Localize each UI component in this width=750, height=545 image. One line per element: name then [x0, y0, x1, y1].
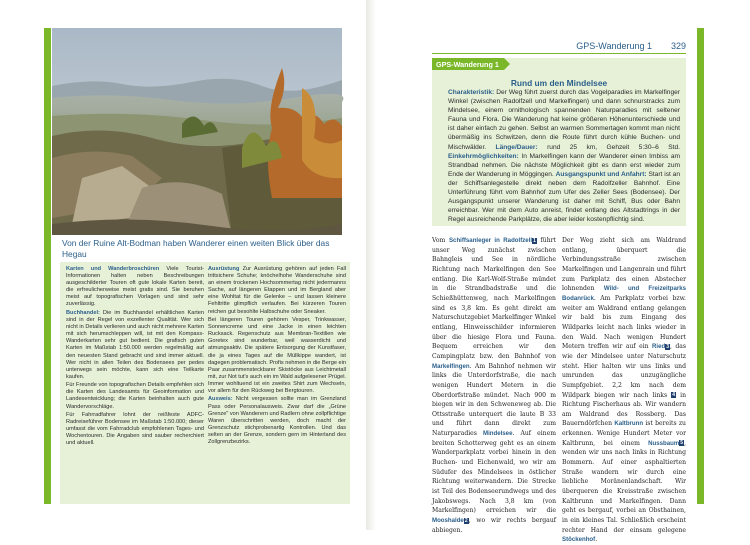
- route-text: . Auf einem breiten Schotterweg geht es an einem Wanderparkplatz vorbei hinein in den Buchen- und Eichenwald, wo wir am Südufer des Mindelsees in östlicher Richtung weiterwandern. Die Strecke ist Teil des Bodenseerundwegs und des Jakobswegs. Nach 3,8 km (von Markelfingen) erreichen wir die: [432, 430, 556, 515]
- sidebar-maps-text: Viele Tourist-Informationen halten neben Beschreibungen ausgeschilderter Touren oft gute lokale Karten bereit, die erfreulicherweise meist gratis sind. Sie beruhen meist auf topografischen Vorlagen und sind sehr zuverlässig.: [66, 266, 204, 308]
- running-head: [432, 40, 686, 54]
- place-name: Kaltbrunn: [614, 420, 644, 428]
- info-label: Ausgangspunkt und Anfahrt:: [555, 170, 647, 178]
- place-name: Ried: [651, 343, 666, 351]
- waypoint-marker: 2: [464, 517, 468, 524]
- left-green-margin-bar: [44, 28, 51, 504]
- right-green-margin-bar: [697, 28, 704, 504]
- route-text: , das wie der Mindelsee unter Naturschutz steht. Hier halten wir uns links und umrunden das unzugängliche Sumpfgebiet. 2,2 km nach dem Wildpark biegen wir nach links: [562, 343, 686, 399]
- route-text: in Richtung Fischerhaus ab. Wir wandern am Waldrand des Rossberg. Das Bauerndörfchen: [562, 391, 686, 428]
- route-text: .: [595, 536, 598, 544]
- sidebar-equipment-text: Bei längeren Touren gehören Vesper, Trinkwasser, Sonnencreme und eine Jacke in einen leichten Rucksack. Regenschutz aus Membran-Textilien wie Goretex sind wunderbar, weil wasserdicht und atmungsaktiv. Die spätere Entsorgung der Kunstfaser, die ja eines Tages auf die Müllkippe wandert, ist dagegen problematisch. Profis nehmen in die Berge ein Paar zusammensteckbarer Skistöcke aus Leichtmetall mit, zur Not tut's auch ein im Wald aufgelesener Prügel. Immer wohltuend ist ein zweites Shirt zum Wechseln, vor allem für den Rückweg bei Bergtouren.: [208, 317, 346, 394]
- info-text: Der Weg führt zuerst durch das Vogelparadies im Markelfinger Winkel (zwischen Radolfzell und Markelfingen) und dann schnurstracks zum Mindelsee, einem ornithologisch spannenden Naturparadies mit seltener Fauna und Flora. Die Wanderung hat keine größeren Höhenunterschiede und ist daher einfach zu gehen. Selbst an warmen Sommertagen kommt man nicht übermäßig ins Schwitzen, denn die Route führt durch kühle Buchen- und Mischwälder.: [448, 89, 680, 151]
- route-info-tab-arrow: [504, 58, 510, 70]
- route-text: Der Weg zieht sich am Waldrand entlang, überquert die Verbindungsstraße zwischen Markelfingen und Langenrain und führt zum Parkplatz des einen Abstecher lohnenden: [562, 237, 686, 293]
- landscape-photo: [52, 28, 342, 235]
- info-text: In Markelfingen kann der Wanderer einen Imbiss am Strandbad nehmen. Die nächste Möglichkeit gibt es dann erst wieder zum Ende der Wanderung in Möggingen.: [448, 152, 680, 178]
- waypoint-marker: 1: [533, 237, 536, 244]
- book-gutter: [366, 0, 376, 530]
- route-text: ist bereits zu erkennen. Wenige Hundert Meter vor Kaltbrunn, bei einem: [562, 420, 686, 447]
- route-text: , wenden wir uns nach links in Richtung Bommern. Auf einer asphaltierten Straße wandern wir durch eine liebliche Moränenlandschaft. Wir überqueren die Kreisstraße zwischen Kaltbrunn und Markelfingen. Dann geht es bergauf, vorbei an Obsthainen, in ein kleines Tal. Schließlich erscheint rechter Hand der einsam gelegene: [562, 439, 686, 534]
- sidebar-column-maps: [66, 266, 204, 449]
- route-text: . Am Bahnhof nehmen wir links die Unterdorfstraße, die nach wenigen Hundert Metern in die Oberdorfstraße mündet. Nach 900 m biegen wir in den Schweneweg ab. Die Ottsstraße unterquert die laute B 33 und führt dann direkt zum Naturparadies: [432, 362, 556, 438]
- info-text: Start ist an der Schiffsanlegestelle direkt neben dem Radolfzeller Bahnhof. Eine Unterführung führt vom Bahnhof zum Ufer des Zeller Sees (Bodensee). Der Ausgangspunkt unserer Wanderung ist daher mit Schiff, Bus oder Bahn erreichbar. Wer mit dem Auto anreist, findet entlang des Altstadtrings in der Regel ausreichende Parkplätze, die aber leider kostenpflichtig sind.: [448, 170, 681, 224]
- sidebar-equipment-paragraph: [208, 396, 346, 446]
- sidebar-maps-paragraph: [66, 412, 204, 447]
- route-text: . Am Parkplatz vorbei bzw. weiter am Waldrand entlang gelangen wir bald bis zum Eingang des Wildparks leicht nach links wieder in den Wald. Nach wenigen Hundert Metern treffen wir auf ein: [562, 294, 686, 351]
- route-heading: Rund um den Mindelsee: [510, 78, 608, 88]
- route-text-column-1: [432, 236, 556, 535]
- sidebar-maps-paragraph: [66, 266, 204, 309]
- waypoint-marker: 3: [666, 343, 669, 350]
- sidebar-equipment-lead: Ausrüstung: [208, 266, 240, 272]
- sidebar-maps-text: Für Freunde von topografischen Details empfehlen sich die Karten des Landesamts für Geoinformation und Landesentwicklung; die Karten beinhalten auch gute Wandervorschläge.: [66, 382, 204, 410]
- info-label: Charakteristik:: [448, 89, 495, 96]
- route-text: führt unser Weg zunächst zwischen Bahngleis und See in nördliche Richtung nach Markelfingen den See entlang. Die Karl-Wolf-Straße mündet in die Strandbadstraße und die Schießhüttenweg, nach Markelfingen sind es 3,8 km. Es geht direkt am Naturschutzgebiet Markelfinger Winkel entlang, Hinweisschilder informieren über die hiesige Flora und Fauna. Bequem erreichen wir den Campingplatz bzw. den Bahnhof von: [432, 237, 556, 360]
- waypoint-marker: 5: [680, 440, 684, 447]
- sidebar-maps-text: Die im Buchhandel erhältlichen Karten sind in der Regel von exzellenter Qualität. Wer sich nicht in Details verlieren und auch nicht mehrere Karten mit sich herumschleppen will, ist mit den Kompass-Wanderkarten sehr gut bedient. Die grafisch guten Karten im Maßstab 1:50.000 werden regelmäßig auf den neuesten Stand gebracht und sind immer aktuell. Wer nicht in allen Teilen des Bodensees per pedes unterwegs sein möchte, kann sich eine Teilkarte kaufen.: [66, 309, 204, 380]
- sidebar-equipment-text: Nicht vergessen sollte man im Grenzland Pass oder Personalausweis. Zwar darf die „Grüne Grenze" von Wanderern und Radlern ohne zollpflichtige Waren überschritten werden, doch macht der Grenzschutz stichprobenartig Kontrollen. Und das selten an der Grenze, sondern gern im Hinterland des Zollgrenzbezirks.: [208, 396, 346, 446]
- route-text: , wo wir rechts bergauf abbiegen.: [432, 517, 556, 534]
- place-name: Mooshalde: [432, 517, 464, 525]
- running-head-title: GPS-Wanderung 1: [576, 41, 652, 51]
- info-label: Länge/Dauer:: [495, 143, 538, 151]
- sidebar-maps-text: Für Fahrradfahrer lohnt der reißfeste ADFC-Radreiseführer Bodensee im Maßstab 1:50.000; dieser umfasst die vom Fahrradclub empfohlenen Tages- und Wochentouren. Die Angaben sind sauber recherchiert und aktuell.: [66, 412, 204, 447]
- sidebar-maps-paragraph: [66, 310, 204, 381]
- sidebar-maps-lead: Buchhandel:: [66, 309, 100, 316]
- waypoint-marker: 4: [672, 392, 675, 398]
- sidebar-equipment-paragraph: [208, 317, 346, 395]
- info-text: rund 25 km, Gehzeit 5:30–6 Std.: [537, 143, 681, 151]
- place-name: Wild- und Freizeitparks Bodanrück: [562, 285, 686, 302]
- route-info-tab: GPS-Wanderung 1: [432, 58, 504, 70]
- place-name: Markelfingen: [432, 362, 470, 370]
- photo-caption: Von der Ruine Alt-Bodman haben Wanderer einen weiten Blick über das Hegau: [62, 238, 330, 259]
- sidebar-column-equipment: [208, 266, 346, 448]
- info-label: Einkehrmöglichkeiten:: [448, 152, 519, 160]
- sidebar-maps-lead: Karten und Wanderbroschüren: [66, 266, 160, 272]
- route-text-column-2: [562, 236, 686, 545]
- sidebar-maps-paragraph: [66, 382, 204, 410]
- route-info-body: [448, 88, 680, 224]
- hegau-view-image: [52, 28, 342, 235]
- sidebar-equipment-lead: Ausweis:: [208, 396, 233, 403]
- page-number: 329: [670, 41, 686, 51]
- place-name: Mindelsee: [483, 430, 513, 438]
- sidebar-equipment-text: Zur Ausrüstung gehören auf jeden Fall trittsichere Schuhe; knöchelhohe Wanderschuhe sind an einem trockenen Hochsommertag nicht jedermanns Sache, auf längeren Etappen und im Bergland aber eine Wohltat für die Gelenke – und lassen kleinere Fehltritte glimpflich verlaufen. Bei kürzeren Touren reichen gut besohlte Halbschuhe oder Sneaker.: [208, 266, 346, 315]
- sidebar-equipment-paragraph: [208, 266, 346, 316]
- route-text: Vom: [432, 237, 449, 244]
- place-name: Schiffsanleger in Radolfzell: [448, 237, 533, 244]
- place-name: Nussbaum: [648, 439, 680, 447]
- place-name: Stöckenhof: [562, 536, 596, 544]
